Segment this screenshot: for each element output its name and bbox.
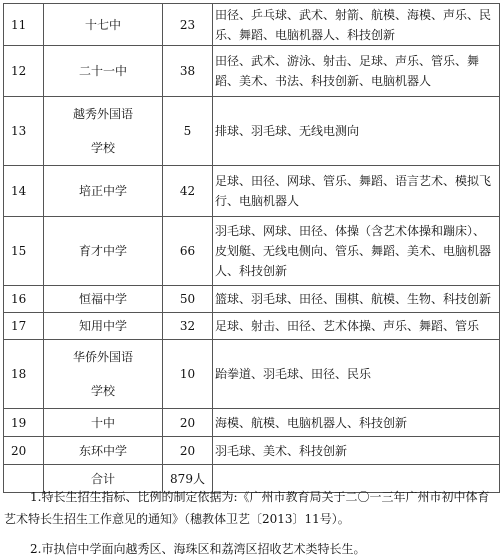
row-number: 12 [4, 46, 44, 97]
school-name: 恒福中学 [44, 286, 163, 313]
school-name: 二十一中 [44, 46, 163, 97]
row-number: 13 [4, 97, 44, 166]
note-1: 1.特长生招生指标、比例的制定依据为:《广州市教育局关于二〇一三年广州市初中体育艺术特长生招生工作意见的通知》（穗教体卫艺〔2013〕11号）。 [4, 490, 490, 526]
specialty-items: 篮球、羽毛球、田径、围棋、航模、生物、科技创新 [213, 286, 500, 313]
enrollment-count: 10 [163, 340, 213, 409]
row-number: 14 [4, 166, 44, 217]
enrollment-count: 50 [163, 286, 213, 313]
specialty-items: 排球、羽毛球、无线电测向 [213, 97, 500, 166]
school-name-line-1: 越秀外国语 [72, 107, 133, 121]
enrollment-count: 42 [163, 166, 213, 217]
enrollment-count: 20 [163, 437, 213, 465]
row-number: 17 [4, 313, 44, 340]
row-number: 18 [4, 340, 44, 409]
total-label: 合计 [44, 465, 163, 493]
table-row [4, 217, 500, 286]
table-row [4, 166, 500, 217]
table-row [4, 409, 500, 437]
row-number: 11 [4, 4, 44, 46]
school-name-line-1: 华侨外国语 [72, 350, 133, 364]
school-name: 十七中 [44, 4, 163, 46]
specialty-students-table [3, 3, 500, 493]
specialty-items: 田径、乒乓球、武术、射箭、航模、海模、声乐、民乐、舞蹈、电脑机器人、科技创新 [213, 4, 500, 46]
notes-section [4, 486, 498, 560]
enrollment-count: 38 [163, 46, 213, 97]
table-row [4, 437, 500, 465]
note-2: 2.市执信中学面向越秀区、海珠区和荔湾区招收艺术类特长生。 [30, 542, 366, 556]
row-number: 16 [4, 286, 44, 313]
row-number: 20 [4, 437, 44, 465]
school-name: 培正中学 [44, 166, 163, 217]
specialty-items: 海模、航模、电脑机器人、科技创新 [213, 409, 500, 437]
school-name: 东环中学 [44, 437, 163, 465]
table-row [4, 97, 500, 166]
enrollment-count: 23 [163, 4, 213, 46]
school-name: 育才中学 [44, 217, 163, 286]
specialty-items: 跆拳道、羽毛球、田径、民乐 [213, 340, 500, 409]
table-row [4, 4, 500, 46]
specialty-items: 羽毛球、网球、田径、体操（含艺术体操和蹦床）、皮划艇、无线电侧向、管乐、舞蹈、美术、电脑机器人、科技创新 [213, 217, 500, 286]
total-count: 879人 [163, 465, 213, 493]
specialty-items: 足球、田径、网球、管乐、舞蹈、语言艺术、模拟飞行、电脑机器人 [213, 166, 500, 217]
school-name-line-2: 学校 [90, 141, 115, 155]
table-row [4, 313, 500, 340]
school-name [44, 340, 163, 409]
enrollment-count: 66 [163, 217, 213, 286]
table-row [4, 286, 500, 313]
row-number: 19 [4, 409, 44, 437]
table-row [4, 46, 500, 97]
row-number: 15 [4, 217, 44, 286]
school-name [44, 97, 163, 166]
school-name: 知用中学 [44, 313, 163, 340]
enrollment-count: 5 [163, 97, 213, 166]
enrollment-count: 20 [163, 409, 213, 437]
specialty-items: 田径、武术、游泳、射击、足球、声乐、管乐、舞蹈、美术、书法、科技创新、电脑机器人 [213, 46, 500, 97]
school-name-line-2: 学校 [90, 384, 115, 398]
specialty-items: 羽毛球、美术、科技创新 [213, 437, 500, 465]
school-name: 十中 [44, 409, 163, 437]
specialty-items: 足球、射击、田径、艺术体操、声乐、舞蹈、管乐 [213, 313, 500, 340]
enrollment-count: 32 [163, 313, 213, 340]
table-row [4, 340, 500, 409]
